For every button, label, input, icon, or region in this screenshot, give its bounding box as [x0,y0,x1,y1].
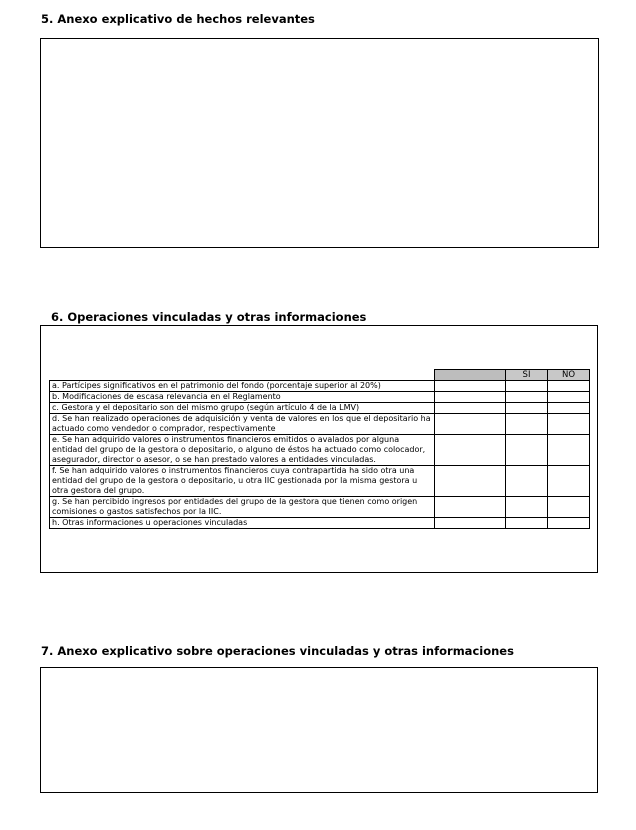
row-blank-cell [435,497,506,518]
row-no-cell[interactable] [548,497,590,518]
table-row [50,518,590,529]
table-row [50,392,590,403]
table-row [50,403,590,414]
section-6-box [40,325,598,573]
section-7-text-box[interactable] [40,667,598,793]
row-no-cell[interactable] [548,466,590,497]
row-si-cell[interactable] [506,497,548,518]
row-label: b. Modificaciones de escasa relevancia en el Reglamento [50,392,435,403]
row-blank-cell [435,392,506,403]
row-blank-cell [435,414,506,435]
section-5-text-box[interactable] [40,38,599,248]
row-blank-cell [435,403,506,414]
row-blank-cell [435,518,506,529]
row-si-cell[interactable] [506,414,548,435]
row-si-cell[interactable] [506,381,548,392]
row-label: h. Otras informaciones u operaciones vinculadas [50,518,435,529]
header-blank-cell [435,370,506,381]
section-7-title: 7. Anexo explicativo sobre operaciones vinculadas y otras informaciones [41,644,514,658]
row-label: e. Se han adquirido valores o instrumentos financieros emitidos o avalados por alguna entidad del grupo de la gestora o depositario, o alguno de éstos ha actuado como colocador, asegurador, director o asesor, o se han prestado valores a entidades vinculadas. [50,435,435,466]
table-header-row [50,370,590,381]
header-si: SI [506,370,548,381]
row-blank-cell [435,466,506,497]
row-label: d. Se han realizado operaciones de adquisición y venta de valores en los que el depositario ha actuado como vendedor o comprador, respectivamente [50,414,435,435]
header-no: NO [548,370,590,381]
row-si-cell[interactable] [506,466,548,497]
row-no-cell[interactable] [548,381,590,392]
table-row [50,497,590,518]
table-row [50,414,590,435]
header-spacer [50,370,435,381]
row-blank-cell [435,381,506,392]
row-label: c. Gestora y el depositario son del mismo grupo (según artículo 4 de la LMV) [50,403,435,414]
section-6-title: 6. Operaciones vinculadas y otras informaciones [51,310,367,324]
row-no-cell[interactable] [548,518,590,529]
row-si-cell[interactable] [506,435,548,466]
row-blank-cell [435,435,506,466]
row-si-cell[interactable] [506,403,548,414]
row-no-cell[interactable] [548,403,590,414]
row-label: g. Se han percibido ingresos por entidades del grupo de la gestora que tienen como origen comisiones o gastos satisfechos por la IIC. [50,497,435,518]
table-row [50,466,590,497]
operations-table [49,369,590,529]
row-si-cell[interactable] [506,518,548,529]
table-row [50,435,590,466]
row-label: a. Partícipes significativos en el patrimonio del fondo (porcentaje superior al 20%) [50,381,435,392]
row-no-cell[interactable] [548,392,590,403]
row-si-cell[interactable] [506,392,548,403]
table-row [50,381,590,392]
row-label: f. Se han adquirido valores o instrumentos financieros cuya contrapartida ha sido otra una entidad del grupo de la gestora o depositario, u otra IIC gestionada por la misma gestora u otra gestora del grupo. [50,466,435,497]
section-5-title: 5. Anexo explicativo de hechos relevantes [41,12,315,26]
row-no-cell[interactable] [548,414,590,435]
row-no-cell[interactable] [548,435,590,466]
